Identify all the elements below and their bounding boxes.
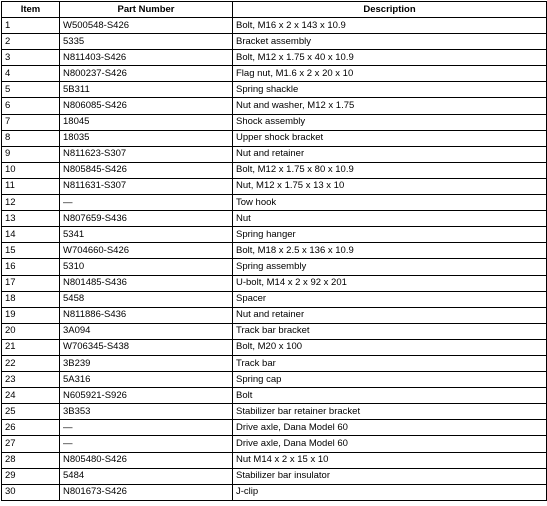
table-row (2, 404, 547, 420)
table-row (2, 98, 547, 114)
column-header-item: Item (2, 2, 60, 18)
part-number-cell: N811623-S307 (60, 146, 233, 162)
item-cell: 19 (2, 307, 60, 323)
parts-table-container (1, 1, 547, 501)
item-cell: 9 (2, 146, 60, 162)
table-row (2, 420, 547, 436)
table-row (2, 243, 547, 259)
part-number-cell: N805480-S426 (60, 452, 233, 468)
part-number-cell: — (60, 420, 233, 436)
item-cell: 8 (2, 130, 60, 146)
item-cell: 25 (2, 404, 60, 420)
column-header-description: Description (233, 2, 547, 18)
item-cell: 6 (2, 98, 60, 114)
description-cell: Nut (233, 211, 547, 227)
description-cell: Bolt, M12 x 1.75 x 40 x 10.9 (233, 50, 547, 66)
table-row (2, 436, 547, 452)
table-row (2, 195, 547, 211)
part-number-cell: 3B239 (60, 355, 233, 371)
description-cell: Spring hanger (233, 227, 547, 243)
description-cell: Nut M14 x 2 x 15 x 10 (233, 452, 547, 468)
table-row (2, 34, 547, 50)
item-cell: 2 (2, 34, 60, 50)
item-cell: 11 (2, 178, 60, 194)
description-cell: Upper shock bracket (233, 130, 547, 146)
description-cell: Bracket assembly (233, 34, 547, 50)
part-number-cell: 5335 (60, 34, 233, 50)
column-header-part-number: Part Number (60, 2, 233, 18)
table-row (2, 275, 547, 291)
table-row (2, 130, 547, 146)
part-number-cell: 5341 (60, 227, 233, 243)
table-row (2, 82, 547, 98)
parts-table (1, 1, 547, 501)
item-cell: 14 (2, 227, 60, 243)
table-row (2, 291, 547, 307)
item-cell: 24 (2, 388, 60, 404)
table-row (2, 484, 547, 500)
part-number-cell: N605921-S926 (60, 388, 233, 404)
part-number-cell: W706345-S438 (60, 339, 233, 355)
description-cell: Spacer (233, 291, 547, 307)
table-row (2, 162, 547, 178)
description-cell: Nut and washer, M12 x 1.75 (233, 98, 547, 114)
item-cell: 28 (2, 452, 60, 468)
part-number-cell: 5458 (60, 291, 233, 307)
part-number-cell: N801485-S436 (60, 275, 233, 291)
table-row (2, 388, 547, 404)
description-cell: Drive axle, Dana Model 60 (233, 420, 547, 436)
item-cell: 5 (2, 82, 60, 98)
part-number-cell: N801673-S426 (60, 484, 233, 500)
description-cell: Bolt, M20 x 100 (233, 339, 547, 355)
part-number-cell: 3A094 (60, 323, 233, 339)
table-row (2, 468, 547, 484)
part-number-cell: W500548-S426 (60, 18, 233, 34)
description-cell: Track bar bracket (233, 323, 547, 339)
table-body (2, 18, 547, 501)
table-row (2, 307, 547, 323)
item-cell: 10 (2, 162, 60, 178)
item-cell: 21 (2, 339, 60, 355)
item-cell: 20 (2, 323, 60, 339)
item-cell: 17 (2, 275, 60, 291)
table-row (2, 50, 547, 66)
description-cell: Bolt (233, 388, 547, 404)
part-number-cell: N811886-S436 (60, 307, 233, 323)
part-number-cell: 5484 (60, 468, 233, 484)
part-number-cell: N811631-S307 (60, 178, 233, 194)
table-row (2, 452, 547, 468)
item-cell: 4 (2, 66, 60, 82)
description-cell: Bolt, M12 x 1.75 x 80 x 10.9 (233, 162, 547, 178)
description-cell: Nut and retainer (233, 307, 547, 323)
part-number-cell: 18035 (60, 130, 233, 146)
description-cell: J-clip (233, 484, 547, 500)
item-cell: 7 (2, 114, 60, 130)
description-cell: Shock assembly (233, 114, 547, 130)
table-header-row (2, 2, 547, 18)
item-cell: 30 (2, 484, 60, 500)
table-row (2, 227, 547, 243)
table-row (2, 114, 547, 130)
table-row (2, 211, 547, 227)
part-number-cell: N806085-S426 (60, 98, 233, 114)
item-cell: 18 (2, 291, 60, 307)
table-row (2, 372, 547, 388)
item-cell: 3 (2, 50, 60, 66)
table-row (2, 146, 547, 162)
part-number-cell: — (60, 195, 233, 211)
table-row (2, 66, 547, 82)
description-cell: Nut, M12 x 1.75 x 13 x 10 (233, 178, 547, 194)
description-cell: Bolt, M16 x 2 x 143 x 10.9 (233, 18, 547, 34)
part-number-cell: 3B353 (60, 404, 233, 420)
part-number-cell: 5A316 (60, 372, 233, 388)
description-cell: Nut and retainer (233, 146, 547, 162)
table-row (2, 178, 547, 194)
description-cell: Spring cap (233, 372, 547, 388)
part-number-cell: 18045 (60, 114, 233, 130)
part-number-cell: — (60, 436, 233, 452)
item-cell: 22 (2, 355, 60, 371)
description-cell: Spring shackle (233, 82, 547, 98)
description-cell: Bolt, M18 x 2.5 x 136 x 10.9 (233, 243, 547, 259)
description-cell: Spring assembly (233, 259, 547, 275)
part-number-cell: 5B311 (60, 82, 233, 98)
table-row (2, 323, 547, 339)
description-cell: U-bolt, M14 x 2 x 92 x 201 (233, 275, 547, 291)
item-cell: 12 (2, 195, 60, 211)
item-cell: 13 (2, 211, 60, 227)
part-number-cell: N805845-S426 (60, 162, 233, 178)
table-row (2, 355, 547, 371)
description-cell: Stabilizer bar retainer bracket (233, 404, 547, 420)
item-cell: 23 (2, 372, 60, 388)
item-cell: 1 (2, 18, 60, 34)
description-cell: Track bar (233, 355, 547, 371)
part-number-cell: 5310 (60, 259, 233, 275)
item-cell: 16 (2, 259, 60, 275)
item-cell: 27 (2, 436, 60, 452)
description-cell: Stabilizer bar insulator (233, 468, 547, 484)
part-number-cell: N807659-S436 (60, 211, 233, 227)
description-cell: Drive axle, Dana Model 60 (233, 436, 547, 452)
item-cell: 29 (2, 468, 60, 484)
item-cell: 15 (2, 243, 60, 259)
table-row (2, 18, 547, 34)
part-number-cell: N800237-S426 (60, 66, 233, 82)
item-cell: 26 (2, 420, 60, 436)
part-number-cell: W704660-S426 (60, 243, 233, 259)
table-row (2, 339, 547, 355)
table-row (2, 259, 547, 275)
description-cell: Tow hook (233, 195, 547, 211)
part-number-cell: N811403-S426 (60, 50, 233, 66)
description-cell: Flag nut, M1.6 x 2 x 20 x 10 (233, 66, 547, 82)
